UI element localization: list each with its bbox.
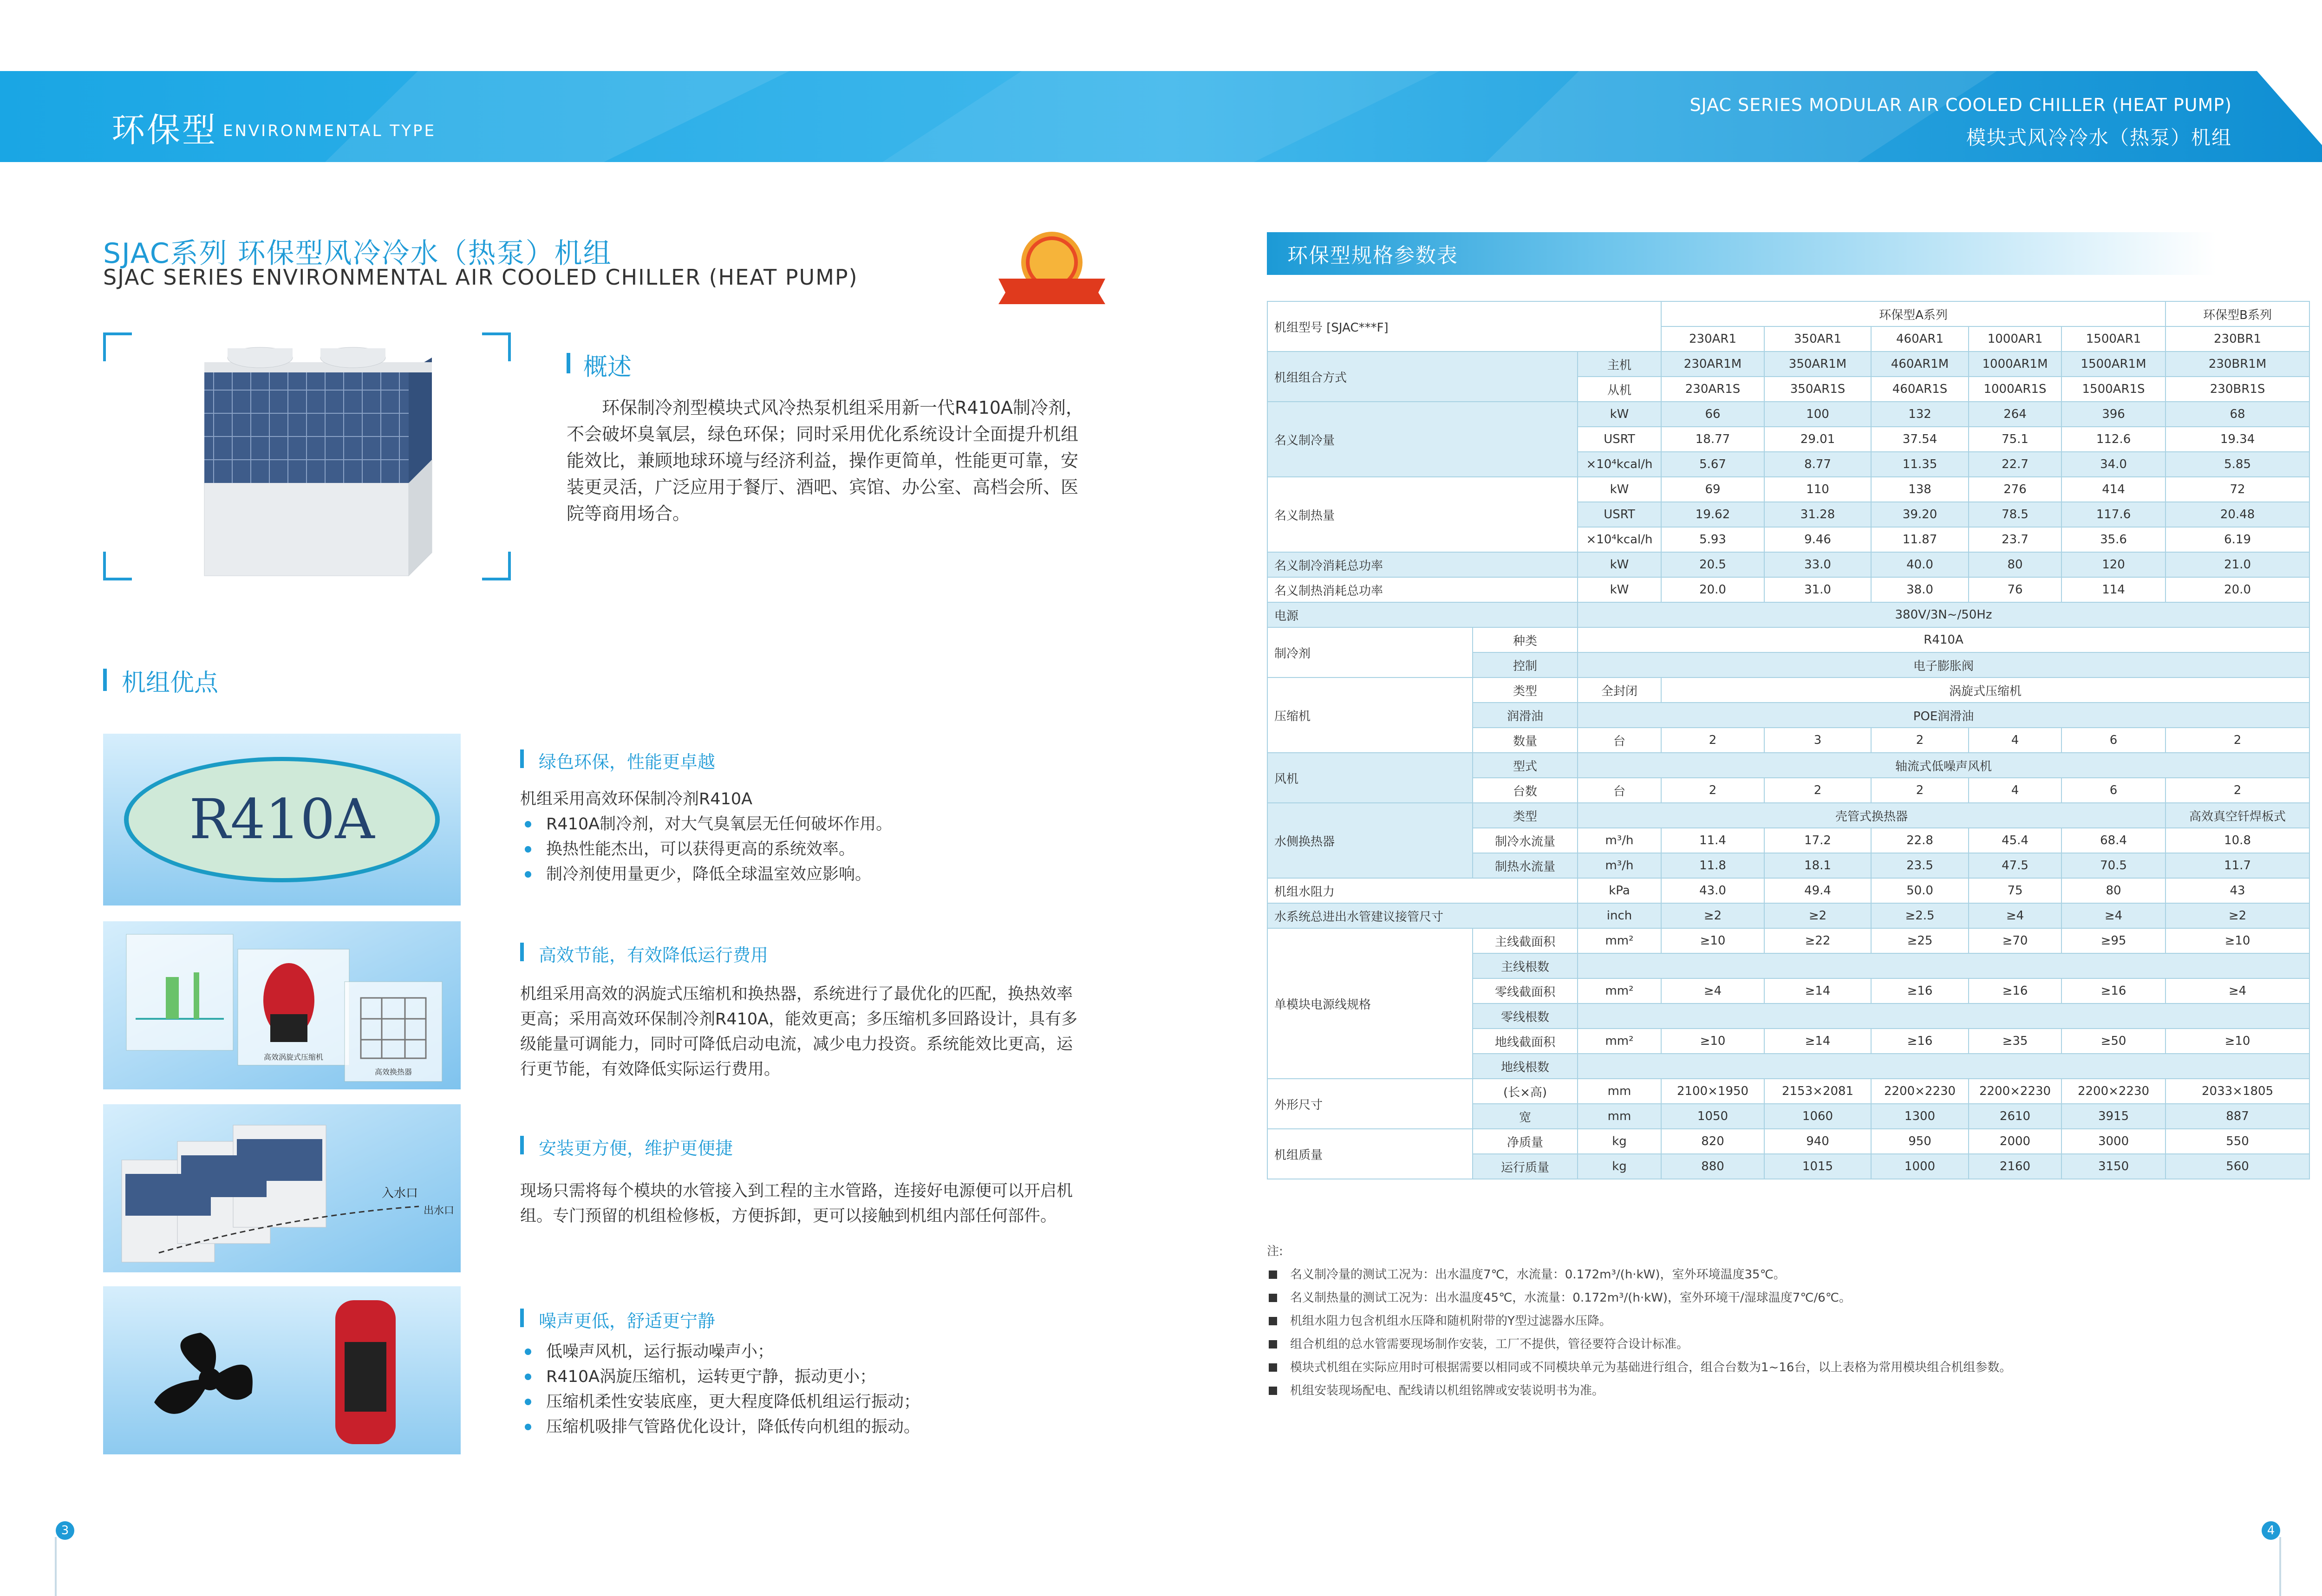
feature-4-bullet: R410A涡旋压缩机，运转更宁静，振动更小； [520,1364,1087,1389]
model-col: 350AR1 [1764,326,1871,352]
water-resistance-label: 机组水阻力 [1267,878,1578,903]
unit-cell: kPa [1578,878,1661,903]
cell: 23.5 [1871,853,1969,878]
inlet-label: 入水口 [382,1186,418,1200]
award-medal-icon [989,228,1115,306]
cell [1578,1003,2309,1029]
cell: 20.0 [2165,577,2309,602]
cell: 43.0 [1661,878,1764,903]
power-supply-value: 380V/3N~/50Hz [1578,602,2309,627]
row-sub: ×10⁴kcal/h [1578,452,1661,477]
spec-table-title: 环保型规格参数表 [1287,244,1458,267]
cell: 3915 [2061,1104,2165,1129]
cell: ≥50 [2061,1029,2165,1054]
cell: 1500AR1M [2061,352,2165,377]
cell: 29.01 [1764,427,1871,452]
cell: 940 [1764,1129,1871,1154]
cell: 5.93 [1661,527,1764,552]
cell: ≥25 [1871,928,1969,953]
row-sub: USRT [1578,502,1661,527]
unit-cell: inch [1578,903,1661,928]
cell: 2610 [1969,1104,2061,1129]
page-number-right: 4 [2262,1521,2280,1540]
advantages-heading: 机组优点 [122,669,219,697]
page-number-left: 3 [56,1521,74,1540]
row-sub: 零线截面积 [1473,978,1578,1003]
compressor-label: 压缩机 [1267,677,1473,753]
unit-cell: kg [1578,1154,1661,1179]
section-marker [520,943,524,961]
compressor-oil: POE润滑油 [1578,703,2309,728]
cell: 560 [2165,1154,2309,1179]
cell: 950 [1871,1129,1969,1154]
efficiency-image [103,921,461,1089]
cell: 20.48 [2165,502,2309,527]
cell: 35.6 [2061,527,2165,552]
cell: 10.8 [2165,828,2309,853]
page-divider [55,1537,57,1596]
cell: 22.7 [1969,452,2061,477]
cell: 2153×2081 [1764,1079,1871,1104]
row-sub: 型式 [1473,753,1578,778]
note-item: 组合机组的总水管需要现场制作安装，工厂不提供，管径要符合设计标准。 [1267,1333,2242,1356]
feature-1-title: 绿色环保，性能更卓越 [539,752,716,772]
cell: 120 [2061,552,2165,577]
power-supply-label: 电源 [1267,602,1578,627]
cell: 2 [1871,728,1969,753]
row-sub: 数量 [1473,728,1578,753]
feature-3-title: 安装更方便，维护更便捷 [539,1138,733,1159]
cell: 33.0 [1764,552,1871,577]
cell: ≥22 [1764,928,1871,953]
row-sub: 类型 [1473,803,1578,828]
feature-2-title: 高效节能，有效降低运行费用 [539,945,769,965]
cell: ≥2.5 [1871,903,1969,928]
row-sub: 宽 [1473,1104,1578,1129]
cell: 4 [1969,728,2061,753]
cell: 43 [2165,878,2309,903]
cell: ≥2 [1661,903,1764,928]
feature-4-body [520,1339,1087,1440]
cell: 6 [2061,778,2165,803]
cell: ≥4 [1969,903,2061,928]
compressor-caption: 高效涡旋式压缩机 [263,1053,324,1062]
cell: 460AR1S [1871,377,1969,402]
cell: ≥95 [2061,928,2165,953]
hex-type-a: 壳管式换热器 [1578,803,2165,828]
row-sub: 地线截面积 [1473,1029,1578,1054]
note-item: 机组安装现场配电、配线请以机组铭牌或安装说明书为准。 [1267,1379,2242,1402]
row-sub: ×10⁴kcal/h [1578,527,1661,552]
cell: 3000 [2061,1129,2165,1154]
chiller-product-image [195,344,437,580]
cell: 4 [1969,778,2061,803]
cell: 230BR1M [2165,352,2309,377]
cell: 1015 [1764,1154,1871,1179]
combo-label: 机组组合方式 [1267,352,1578,402]
unit-cell: kg [1578,1129,1661,1154]
row-sub: 净质量 [1473,1129,1578,1154]
row-sub: 制冷水流量 [1473,828,1578,853]
cell: 396 [2061,402,2165,427]
unit-cell: m³/h [1578,828,1661,853]
unit-cell: kW [1578,552,1661,577]
cell: 114 [2061,577,2165,602]
product-title-cn: SJAC系列 环保型风冷冷水（热泵）机组 [103,237,612,270]
feature-1-bullet: R410A制冷剂，对大气臭氧层无任何破坏作用。 [520,812,1087,837]
cell: 5.67 [1661,452,1764,477]
notes-label: 注: [1267,1244,1283,1258]
low-noise-image [103,1286,461,1454]
cell: 2200×2230 [2061,1079,2165,1104]
cell: 9.46 [1764,527,1871,552]
header-series-cn: 模块式风冷冷水（热泵）机组 [1966,126,2232,149]
installation-image [103,1104,461,1272]
unit-cell: kW [1578,577,1661,602]
cell: 11.8 [1661,853,1764,878]
feature-1-bullet: 换热性能杰出，可以获得更高的系统效率。 [520,837,1087,862]
cell: 6 [2061,728,2165,753]
cell [1578,953,2309,978]
row-sub: 主线根数 [1473,953,1578,978]
cell: 18.1 [1764,853,1871,878]
cell: 350AR1S [1764,377,1871,402]
row-sub: 零线根数 [1473,1003,1578,1029]
note-item: 名义制热量的测试工况为：出水温度45℃，水流量：0.172m³/(h·kW)，室外环境干/湿球温度7℃/6℃。 [1267,1286,2242,1309]
cell: 23.7 [1969,527,2061,552]
cell: 550 [2165,1129,2309,1154]
cell: 230BR1S [2165,377,2309,402]
row-sub: (长×高) [1473,1079,1578,1104]
cell: 1000AR1M [1969,352,2061,377]
unit-cell: mm² [1578,928,1661,953]
model-col: 460AR1 [1871,326,1969,352]
water-hex-label: 水侧换热器 [1267,803,1473,878]
cell: 100 [1764,402,1871,427]
cell: 2160 [1969,1154,2061,1179]
cell: 11.87 [1871,527,1969,552]
header-series-en: SJAC SERIES MODULAR AIR COOLED CHILLER (HEAT PUMP) [1689,95,2232,115]
unit-cell: mm [1578,1104,1661,1129]
row-sub: 制热水流量 [1473,853,1578,878]
section-marker [520,1309,524,1327]
cell: 460AR1M [1871,352,1969,377]
cell: 75 [1969,878,2061,903]
cell: ≥14 [1764,978,1871,1003]
cell: 49.4 [1764,878,1871,903]
cell: 31.28 [1764,502,1871,527]
refrigerant-type: R410A [1578,627,2309,652]
cell: ≥16 [2061,978,2165,1003]
cell: ≥10 [1661,1029,1764,1054]
cell: 45.4 [1969,828,2061,853]
feature-4-title: 噪声更低，舒适更宁静 [539,1311,716,1331]
cell: ≥2 [2165,903,2309,928]
overview-text: 环保制冷剂型模块式风冷热泵机组采用新一代R410A制冷剂，不会破坏臭氧层，绿色环保；同时采用优化系统设计全面提升机组能效比，兼顾地球环境与经济利益，操作更简单，性能更可靠，安装更灵活，广泛应用于餐厅、酒吧、宾馆、办公室、高档会所、医院等商用场合。 [567,397,1083,524]
feature-1-bullet: 制冷剂使用量更少，降低全球温室效应影响。 [520,862,1087,887]
row-sub: kW [1578,402,1661,427]
cell: 2 [1871,778,1969,803]
cell: 350AR1M [1764,352,1871,377]
cell: 19.34 [2165,427,2309,452]
outlet-label: 出水口 [424,1205,455,1217]
frame-corner [103,332,132,361]
cell: 2 [2165,728,2309,753]
model-col: 230AR1 [1661,326,1764,352]
row-sub: USRT [1578,427,1661,452]
cell: 11.35 [1871,452,1969,477]
row-sub: kW [1578,477,1661,502]
model-col: 230BR1 [2165,326,2309,352]
row-sub: 台数 [1473,778,1578,803]
cell: 132 [1871,402,1969,427]
cell: 39.20 [1871,502,1969,527]
cell: 2200×2230 [1969,1079,2061,1104]
row-sub: 类型 [1473,677,1578,703]
cell: 276 [1969,477,2061,502]
heating-power-label: 名义制热消耗总功率 [1267,577,1578,602]
cell: 1300 [1871,1104,1969,1129]
cell: ≥16 [1871,978,1969,1003]
unit-cell: 台 [1578,728,1661,753]
cable-spec-label: 单模块电源线规格 [1267,928,1473,1079]
r410a-logo-text: R410A [189,787,375,851]
cell: 69 [1661,477,1764,502]
group-b-header: 环保型B系列 [2165,301,2309,326]
cell: ≥35 [1969,1029,2061,1054]
cell: 75.1 [1969,427,2061,452]
group-a-header: 环保型A系列 [1661,301,2165,326]
cell: 66 [1661,402,1764,427]
cell: 3 [1764,728,1871,753]
cell: ≥16 [1969,978,2061,1003]
cell: 2033×1805 [2165,1079,2309,1104]
cell: 34.0 [2061,452,2165,477]
cell: 2100×1950 [1661,1079,1764,1104]
cell: 2 [1661,778,1764,803]
notes [1267,1240,2242,1402]
cell: 1060 [1764,1104,1871,1129]
note-item: 名义制冷量的测试工况为：出水温度7℃，水流量：0.172m³/(h·kW)，室外环境温度35℃。 [1267,1263,2242,1286]
cell: 138 [1871,477,1969,502]
feature-1-intro: 机组采用高效环保制冷剂R410A [520,790,753,808]
cell: 414 [2061,477,2165,502]
spec-table [1267,301,2310,1179]
cell: 820 [1661,1129,1764,1154]
model-col: 1500AR1 [2061,326,2165,352]
feature-3-body: 现场只需将每个模块的水管接入到工程的主水管路，连接好电源便可以开启机组。专门预留的机组检修板，方便拆卸，更可以接触到机组内部任何部件。 [520,1182,1073,1225]
header-title-cn: 环保型 [111,111,218,150]
cooling-power-label: 名义制冷消耗总功率 [1267,552,1578,577]
cell: 19.62 [1661,502,1764,527]
feature-4-bullet: 压缩机柔性安装底座，更大程度降低机组运行振动； [520,1389,1087,1414]
overview-heading: 概述 [583,353,632,381]
cell: ≥4 [2165,978,2309,1003]
cell: ≥14 [1764,1029,1871,1054]
cell: 230AR1M [1661,352,1764,377]
cell: 31.0 [1764,577,1871,602]
cell: 80 [2061,878,2165,903]
cell: 6.19 [2165,527,2309,552]
cell: 68 [2165,402,2309,427]
row-sub: 运行质量 [1473,1154,1578,1179]
cell: 50.0 [1871,878,1969,903]
frame-corner [103,552,132,580]
cell: 11.4 [1661,828,1764,853]
compressor-type: 涡旋式压缩机 [1661,677,2309,703]
feature-4-bullet: 压缩机吸排气管路优化设计，降低传向机组的振动。 [520,1414,1087,1440]
cell: 37.54 [1871,427,1969,452]
row-sub: 控制 [1473,652,1578,677]
cell: 112.6 [2061,427,2165,452]
section-marker [520,1136,524,1154]
fan-label: 风机 [1267,753,1473,803]
row-sub: 从机 [1578,377,1661,402]
feature-1-body [520,787,1087,887]
r410a-logo-image [103,734,461,905]
cell: 1050 [1661,1104,1764,1129]
mass-label: 机组质量 [1267,1129,1473,1179]
note-item: 模块式机组在实际应用时可根据需要以相同或不同模块单元为基础进行组合，组合台数为1~16台，以上表格为常用模块组合机组参数。 [1267,1356,2242,1379]
cell: 76 [1969,577,2061,602]
cell: 880 [1661,1154,1764,1179]
cell: 2200×2230 [1871,1079,1969,1104]
row-sub: 种类 [1473,627,1578,652]
cell: 3150 [2061,1154,2165,1179]
hex-type-b: 高效真空钎焊板式 [2165,803,2309,828]
cell: 21.0 [2165,552,2309,577]
cell: 1500AR1S [2061,377,2165,402]
unit-cell: 全封闭 [1578,677,1661,703]
cell: 264 [1969,402,2061,427]
cell: 1000 [1871,1154,1969,1179]
unit-cell: 台 [1578,778,1661,803]
cell: ≥10 [2165,1029,2309,1054]
unit-cell: mm² [1578,1029,1661,1054]
row-sub: 润滑油 [1473,703,1578,728]
cell: 20.5 [1661,552,1764,577]
section-marker [103,669,107,691]
cell: ≥4 [2061,903,2165,928]
model-label: 机组型号 [SJAC***F] [1267,301,1661,352]
cell: 117.6 [2061,502,2165,527]
unit-cell: mm² [1578,978,1661,1003]
cell: 887 [2165,1104,2309,1129]
section-marker [567,353,570,373]
page-divider [2279,1537,2281,1596]
row-sub: 地线根数 [1473,1054,1578,1079]
cell: 5.85 [2165,452,2309,477]
cell [1578,1054,2309,1079]
model-col: 1000AR1 [1969,326,2061,352]
feature-2-body: 机组采用高效的涡旋式压缩机和换热器，系统进行了最优化的匹配，换热效率更高；采用高效环保制冷剂R410A，能效更高；多压缩机多回路设计，具有多级能量可调能力，同时可降低启动电流，减少电力投资。系统能效比更高，运行更节能，有效降低实际运行费用。 [520,985,1078,1079]
refrigerant-control: 电子膨胀阀 [1578,652,2309,677]
cell: 68.4 [2061,828,2165,853]
unit-cell: mm [1578,1079,1661,1104]
heating-capacity-label: 名义制热量 [1267,477,1578,552]
cell: 38.0 [1871,577,1969,602]
pipe-size-label: 水系统总进出水管建议接管尺寸 [1267,903,1578,928]
section-marker [520,749,524,768]
cell: ≥16 [1871,1029,1969,1054]
cell: 110 [1764,477,1871,502]
cell: 230AR1S [1661,377,1764,402]
cell: 70.5 [2061,853,2165,878]
note-item: 机组水阻力包含机组水压降和随机附带的Y型过滤器水压降。 [1267,1309,2242,1333]
cell: 18.77 [1661,427,1764,452]
cell: 78.5 [1969,502,2061,527]
cell: 2 [1661,728,1764,753]
cell: ≥4 [1661,978,1764,1003]
dimensions-label: 外形尺寸 [1267,1079,1473,1129]
cell: 2 [2165,778,2309,803]
cell: 1000AR1S [1969,377,2061,402]
fan-type: 轴流式低噪声风机 [1578,753,2309,778]
cell: ≥10 [2165,928,2309,953]
cell: 17.2 [1764,828,1871,853]
cell: 11.7 [2165,853,2309,878]
cell: ≥10 [1661,928,1764,953]
frame-corner [482,552,511,580]
row-sub: 主线截面积 [1473,928,1578,953]
cell: 72 [2165,477,2309,502]
header-title-en: ENVIRONMENTAL TYPE [223,122,436,140]
cell: 22.8 [1871,828,1969,853]
cell: ≥70 [1969,928,2061,953]
cell: 2 [1764,778,1871,803]
cell: 2000 [1969,1129,2061,1154]
cell: ≥2 [1764,903,1871,928]
cell: 8.77 [1764,452,1871,477]
feature-4-bullet: 低噪声风机，运行振动噪声小； [520,1339,1087,1364]
cooling-capacity-label: 名义制冷量 [1267,402,1578,477]
cell: 47.5 [1969,853,2061,878]
cell: 80 [1969,552,2061,577]
refrigerant-label: 制冷剂 [1267,627,1473,677]
unit-cell: m³/h [1578,853,1661,878]
cell: 40.0 [1871,552,1969,577]
hex-caption: 高效换热器 [374,1068,412,1076]
cell: 20.0 [1661,577,1764,602]
product-title-en: SJAC SERIES ENVIRONMENTAL AIR COOLED CHILLER (HEAT PUMP) [103,265,858,290]
frame-corner [482,332,511,361]
row-sub: 主机 [1578,352,1661,377]
